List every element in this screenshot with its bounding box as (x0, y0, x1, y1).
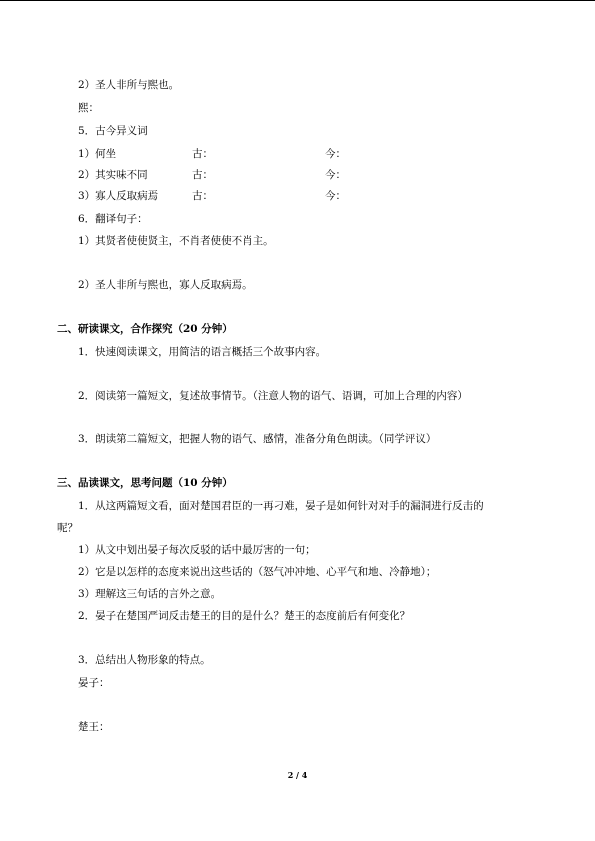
sub-question: 2）它是以怎样的态度来说出这些话的（怒气冲冲地、心平气和地、冷静地）； (78, 566, 437, 578)
vocab-word: 1）何坐 (78, 148, 117, 160)
page-number: 2 / 4 (287, 770, 308, 780)
translation-sentence: 1）其贤者使使贤主，不肖者使使不肖主。 (78, 235, 274, 247)
section-heading: 二、研读课文，合作探究（20 分钟） (57, 323, 233, 335)
vocab-gu-label: 古： (192, 169, 213, 181)
task-line: 2．阅读第一篇短文，复述故事情节。（注意人物的语气、语调，可加上合理的内容） (78, 390, 468, 402)
vocab-jin-label: 今： (325, 148, 346, 160)
answer-prompt: 熙： (78, 102, 99, 114)
question-line: 3．总结出人物形象的特点。 (78, 654, 211, 666)
vocab-jin-label: 今： (325, 190, 346, 202)
vocab-gu-label: 古： (192, 148, 213, 160)
section-heading: 三、品读课文，思考问题（10 分钟） (57, 477, 233, 489)
translation-sentence: 2）圣人非所与熙也，寡人反取病焉。 (78, 279, 253, 291)
vocab-gu-label: 古： (192, 190, 213, 202)
header-rule (0, 0, 595, 1)
character-label: 楚王： (78, 721, 110, 733)
question-line: 1．从这两篇短文看，面对楚国君臣的一再刁难，晏子是如何针对对手的漏洞进行反击的 (78, 500, 484, 512)
task-line: 3．朗读第二篇短文，把握人物的语气、感情，准备分角色朗读。（同学评议） (78, 433, 437, 445)
sub-question: 3）理解这三句话的言外之意。 (78, 588, 222, 600)
section-item-title: 6．翻译句子： (78, 213, 148, 225)
exercise-line: 2）圣人非所与熙也。 (78, 79, 180, 91)
sub-question: 1）从文中划出晏子每次反驳的话中最厉害的一句； (78, 544, 316, 556)
task-line: 1．快速阅读课文，用简洁的语言概括三个故事内容。 (78, 346, 327, 358)
character-label: 晏子： (78, 677, 110, 689)
question-line: 2．晏子在楚国严词反击楚王的目的是什么？楚王的态度前后有何变化？ (78, 610, 411, 622)
question-line-continued: 呢？ (57, 522, 78, 534)
vocab-word: 2）其实味不同 (78, 169, 148, 181)
vocab-jin-label: 今： (325, 169, 346, 181)
vocab-word: 3）寡人反取病焉 (78, 190, 159, 202)
section-item-title: 5．古今异义词 (78, 125, 148, 137)
